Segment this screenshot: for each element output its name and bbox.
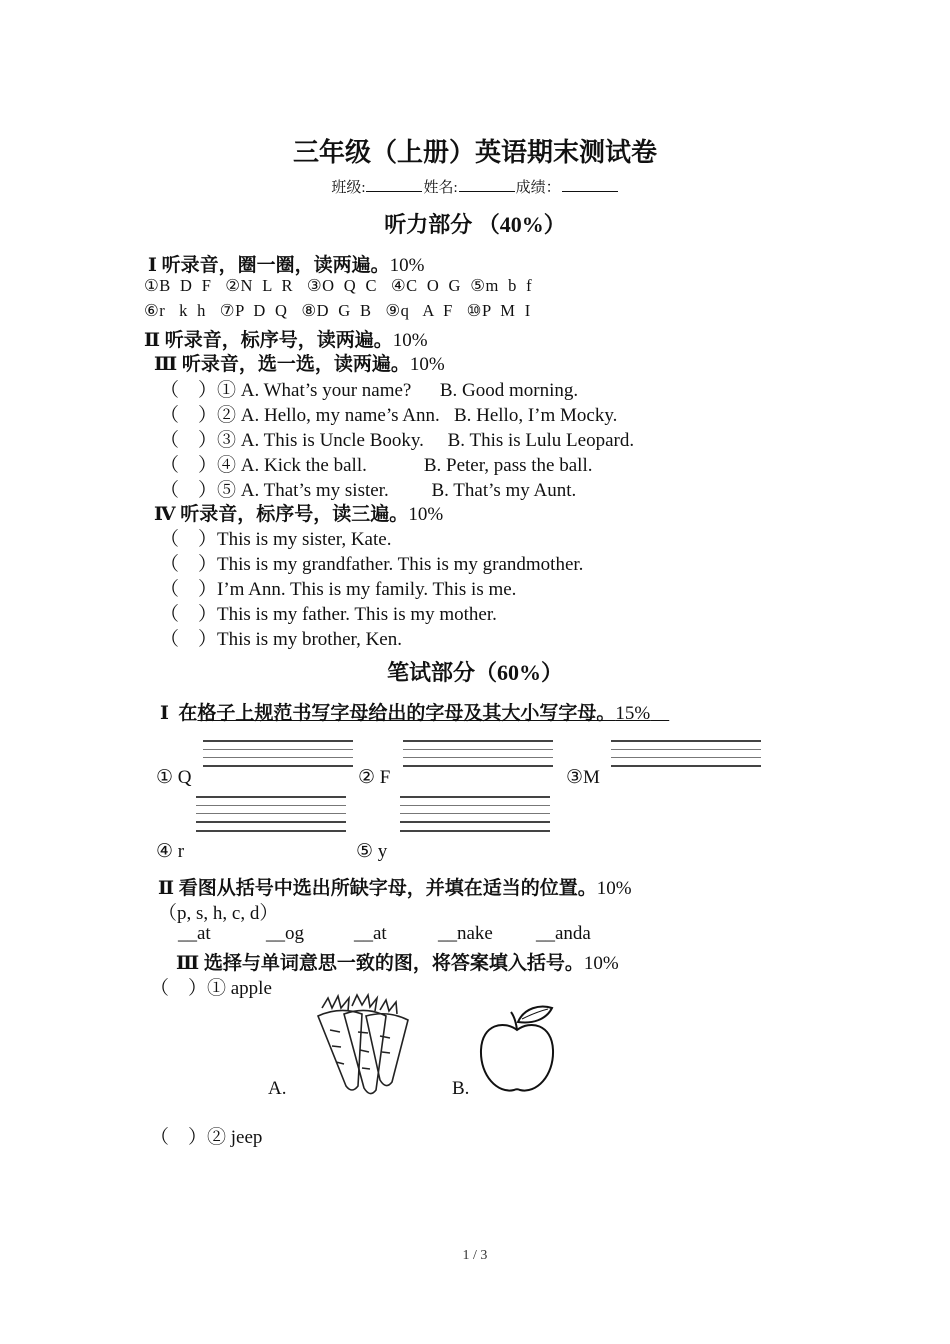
word-blank[interactable]: __anda	[536, 923, 591, 944]
writing-q3-title: Ⅲ 选择与单词意思一致的图，将答案填入括号。10%	[176, 953, 619, 974]
listening-q4-item: （ ）This is my father. This is my mother.	[160, 604, 497, 625]
student-info-line	[0, 176, 950, 197]
name-blank[interactable]	[459, 177, 515, 192]
option-a-label: A.	[268, 1078, 287, 1099]
writing-lines-q[interactable]	[203, 740, 353, 774]
word-blank[interactable]: __at	[354, 923, 387, 944]
letter-label-r: ④ r	[156, 841, 185, 862]
writing-q2-title: Ⅱ 看图从括号中选出所缺字母，并填在适当的位置。10%	[158, 878, 632, 899]
word-blank[interactable]: __at	[178, 923, 211, 944]
word-blank[interactable]: __og	[266, 923, 304, 944]
page-number: 1 / 3	[462, 1248, 488, 1263]
letter-label-m: ③M	[566, 767, 600, 788]
listening-q3-item: （ ）② A. Hello, my name’s Ann. B. Hello, I’m Mocky.	[160, 405, 618, 426]
writing-lines-r[interactable]	[196, 796, 346, 839]
listening-q4-item: （ ）I’m Ann. This is my family. This is me.	[160, 579, 517, 600]
letter-label-y: ⑤ y	[356, 841, 388, 862]
letter-label-f: ② F	[358, 767, 391, 788]
listening-q3-item: （ ）① A. What’s your name? B. Good morning.	[160, 380, 579, 401]
letter-label-q: ① Q	[156, 767, 192, 788]
score-label: 成绩：	[515, 180, 561, 196]
writing-q1-title: Ⅰ 在格子上规范书写字母给出的字母及其大小写字母。15%	[160, 703, 651, 724]
listening-q3-item: （ ）⑤ A. That’s my sister. B. That’s my Aunt.	[160, 480, 577, 501]
listening-section-heading: 听力部分 （40%）	[384, 212, 566, 237]
listening-q3-item: （ ）③ A. This is Uncle Booky. B. This is Lulu Leopard.	[160, 430, 635, 451]
class-label: 班级:	[331, 180, 366, 196]
writing-section-heading: 笔试部分（60%）	[386, 660, 563, 685]
listening-q4-item: （ ）This is my grandfather. This is my grandmother.	[160, 554, 584, 575]
listening-q4-item: （ ）This is my sister, Kate.	[160, 529, 392, 550]
score-blank[interactable]	[562, 177, 618, 192]
listening-q3-item: （ ）④ A. Kick the ball. B. Peter, pass the ball.	[160, 455, 593, 476]
listening-q2-title: Ⅱ 听录音，标序号，读两遍。10%	[144, 330, 428, 351]
listening-q1-row1: ①B D F ②N L R ③O Q C ④C O G ⑤m b f	[144, 276, 533, 295]
listening-q3-title: Ⅲ 听录音，选一选，读两遍。10%	[154, 354, 445, 375]
listening-q4-title: Ⅳ 听录音，标序号，读三遍。10%	[154, 504, 444, 525]
carrots-picture	[300, 990, 440, 1100]
writing-lines-y[interactable]	[400, 796, 550, 839]
listening-q4-item: （ ）This is my brother, Ken.	[160, 629, 402, 650]
apple-picture	[474, 1000, 560, 1098]
class-blank[interactable]	[366, 177, 422, 192]
writing-lines-m[interactable]	[611, 740, 761, 774]
writing-q2-options: （p, s, h, c, d）	[158, 903, 279, 924]
writing-q3-item1: （ ）① apple	[150, 978, 272, 999]
listening-q1-row2: ⑥r k h ⑦P D Q ⑧D G B ⑨q A F ⑩P M I	[144, 301, 531, 320]
writing-q3-item2: （ ）② jeep	[150, 1127, 263, 1148]
option-b-label: B.	[452, 1078, 470, 1099]
writing-lines-f[interactable]	[403, 740, 553, 774]
word-blank[interactable]: __nake	[438, 923, 493, 944]
name-label: 姓名:	[423, 180, 458, 196]
listening-q1-title: Ⅰ 听录音，圈一圈，读两遍。10%	[148, 255, 425, 276]
page-title: 三年级（上册）英语期末测试卷	[292, 138, 657, 167]
